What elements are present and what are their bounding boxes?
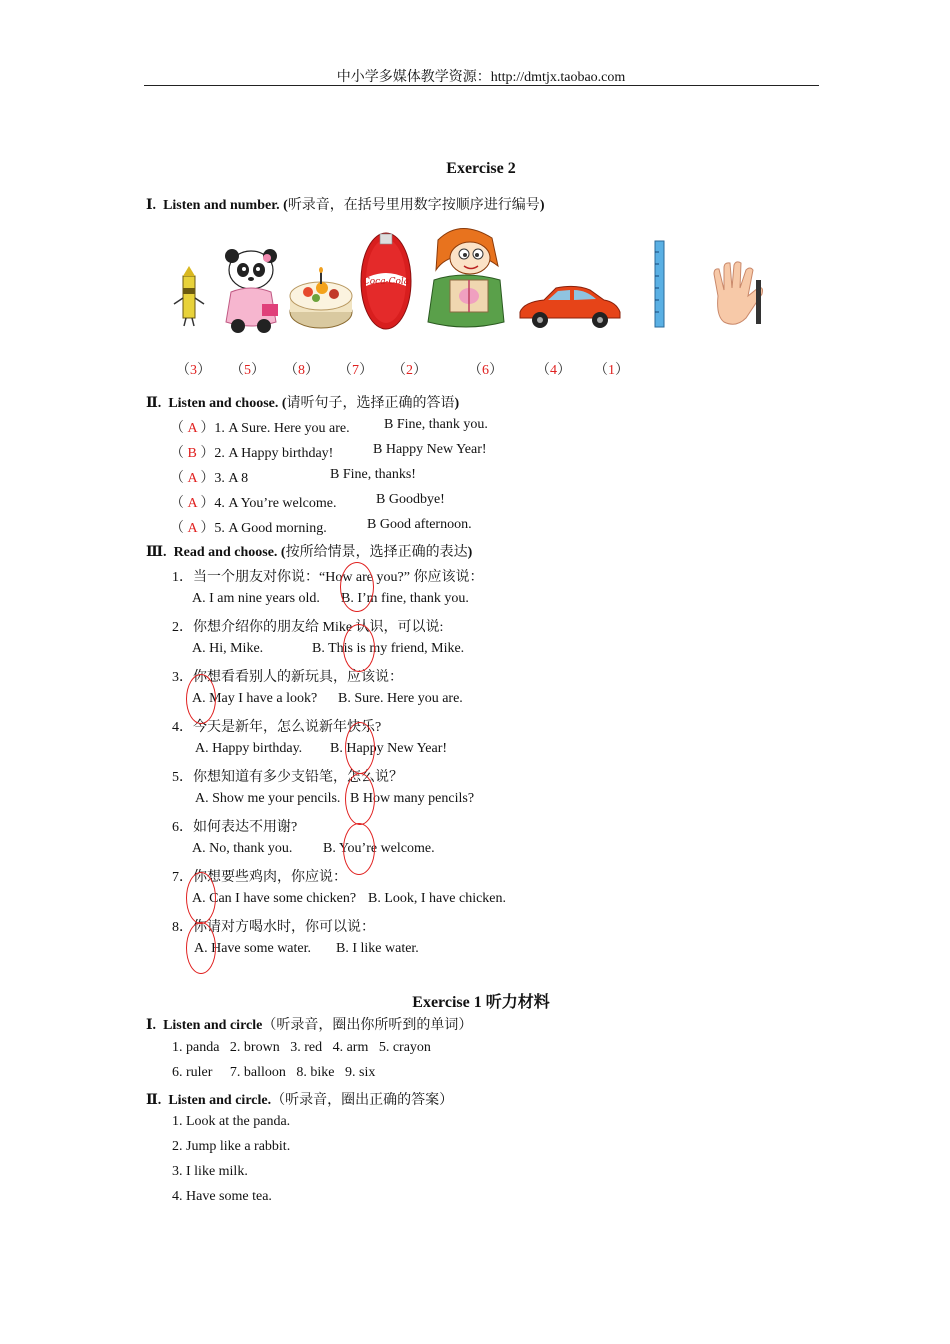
header-divider — [144, 85, 819, 86]
option-b: B Happy New Year! — [373, 442, 487, 457]
part2-number: Ⅱ. — [146, 396, 162, 411]
question-prompt: 1．当一个朋友对你说：“How are you?” 你应该说： — [172, 570, 484, 585]
svg-text:Coca-Cola: Coca-Cola — [362, 277, 410, 287]
option-b: B Goodbye! — [376, 492, 445, 507]
ex1-part2-instruction-en: Listen and circle. — [168, 1093, 272, 1108]
close-paren: ） — [196, 496, 215, 511]
number-answer-slot — [468, 359, 503, 379]
option-a: A. Happy birthday. — [195, 741, 303, 756]
open-paren: （ — [170, 446, 188, 461]
part3-instruction-cn: 按所给情景，选择正确的表达 — [285, 545, 468, 560]
number-answer-slot — [536, 359, 571, 379]
answer-number: 2 — [406, 363, 413, 378]
part1-instruction-en: Listen and number. ( — [163, 198, 288, 213]
answer-number: 4 — [550, 363, 557, 378]
number-answer-slot — [230, 359, 265, 379]
option-a: A. No, thank you. — [192, 841, 293, 856]
ex1-part2-heading — [146, 1089, 453, 1109]
choice-row — [170, 517, 327, 537]
number-answer-slot — [176, 359, 211, 379]
ex1-part1-instruction-en: Listen and circle — [163, 1018, 263, 1033]
open-paren: （ — [176, 363, 190, 378]
open-paren: （ — [170, 496, 188, 511]
open-paren: （ — [594, 363, 608, 378]
part2-heading — [146, 392, 459, 412]
part3-instruction-en: Read and choose. ( — [173, 545, 286, 560]
close-paren: ） — [413, 363, 427, 378]
close-paren: ） — [615, 363, 629, 378]
ex1-word-list-2: 6. ruler 7. balloon 8. bike 9. six — [172, 1065, 376, 1080]
option-a: 1. A Sure. Here you are. — [214, 421, 350, 436]
choice-answer: B — [187, 446, 197, 461]
choice-answer: A — [187, 421, 197, 436]
option-b: B Good afternoon. — [367, 517, 472, 532]
page-header: 中小学多媒体教学资源：http://dmtjx.taobao.com — [336, 70, 626, 85]
number-answer-slot — [392, 359, 427, 379]
close-paren: ） — [196, 471, 215, 486]
question-prompt: 5．你想知道有多少支铅笔，怎么说？ — [172, 770, 403, 785]
option-b: B. I like water. — [336, 941, 419, 956]
number-answer-slot — [338, 359, 373, 379]
open-paren: （ — [338, 363, 352, 378]
sentence-line: 4. Have some tea. — [172, 1189, 272, 1204]
option-b: B. Sure. Here you are. — [338, 691, 463, 706]
answer-circle — [345, 722, 375, 774]
open-paren: （ — [392, 363, 406, 378]
option-b: B. You’re welcome. — [323, 841, 435, 856]
close-paren: ） — [305, 363, 319, 378]
question-prompt: 4．今天是新年，怎么说新年快乐? — [172, 720, 382, 735]
ex1-part2-instruction-cn: （听录音，圈出正确的答案） — [271, 1093, 454, 1108]
cola-icon — [360, 232, 412, 330]
choice-row — [170, 492, 336, 512]
answer-circle — [345, 773, 375, 825]
close-paren: ） — [359, 363, 373, 378]
close-paren: ） — [196, 421, 215, 436]
choice-answer: A — [187, 496, 197, 511]
open-paren: （ — [536, 363, 550, 378]
part1-number: Ⅰ. — [146, 198, 157, 213]
part2-instruction-cn: 请听句子，选择正确的答语 — [286, 396, 455, 411]
option-b: B. I’m fine, thank you. — [341, 591, 469, 606]
ex1-part1-instruction-cn: （听录音，圈出你所听到的单词） — [262, 1018, 473, 1033]
open-paren: （ — [170, 471, 188, 486]
part2-instruction-en: Listen and choose. ( — [168, 396, 287, 411]
choice-row — [170, 417, 350, 437]
girl-with-gift-icon — [420, 222, 510, 332]
ex1-part1-number: Ⅰ. — [146, 1018, 157, 1033]
close-paren: ） — [489, 363, 503, 378]
option-b: B. Look, I have chicken. — [368, 891, 507, 906]
close-paren: ） — [196, 521, 215, 536]
open-paren: （ — [284, 363, 298, 378]
answer-number: 8 — [298, 363, 305, 378]
part1-instruction-cn: 听录音，在括号里用数字按顺序进行编号 — [287, 198, 540, 213]
sentence-line: 1. Look at the panda. — [172, 1114, 291, 1129]
option-b: B Fine, thank you. — [384, 417, 488, 432]
close-paren: ） — [251, 363, 265, 378]
option-a: 5. A Good morning. — [214, 521, 327, 536]
option-b: B How many pencils? — [350, 791, 475, 806]
panda-icon — [218, 248, 284, 332]
sentence-line: 2. Jump like a rabbit. — [172, 1139, 291, 1154]
ex1-part1-heading — [146, 1014, 472, 1034]
question-prompt: 7．你想要些鸡肉，你应说： — [172, 870, 347, 885]
close-paren: ） — [197, 363, 211, 378]
ex1-word-list-1: 1. panda 2. brown 3. red 4. arm 5. crayon — [172, 1040, 431, 1055]
part3-close: ) — [467, 545, 473, 560]
answer-circle — [186, 872, 216, 924]
question-prompt: 2．你想介绍你的朋友给 Mike 认识，可以说: — [172, 620, 444, 635]
option-b: B. This is my friend, Mike. — [312, 641, 465, 656]
open-paren: （ — [230, 363, 244, 378]
part3-heading — [146, 541, 472, 561]
option-a: 2. A Happy birthday! — [214, 446, 334, 461]
option-b: B Fine, thanks! — [330, 467, 416, 482]
answer-circle — [186, 674, 216, 724]
question-prompt: 8．你请对方喝水时，你可以说： — [172, 920, 375, 935]
answer-number: 7 — [352, 363, 359, 378]
number-answer-slot — [284, 359, 319, 379]
option-b: B. Happy New Year! — [330, 741, 448, 756]
exercise2-title: Exercise 2 — [446, 160, 516, 177]
answer-circle — [186, 922, 216, 974]
ex1-part2-number: Ⅱ. — [146, 1093, 162, 1108]
open-paren: （ — [468, 363, 482, 378]
hand-icon — [704, 262, 770, 330]
part1-close: ) — [539, 198, 545, 213]
question-prompt: 3．你想看看别人的新玩具，应该说： — [172, 670, 403, 685]
answer-circle — [340, 562, 374, 612]
answer-circle — [343, 624, 375, 672]
close-paren: ） — [196, 446, 215, 461]
part3-number: Ⅲ. — [146, 545, 167, 560]
open-paren: （ — [170, 421, 188, 436]
choice-row — [170, 442, 333, 462]
close-paren: ） — [557, 363, 571, 378]
option-a: A. Hi, Mike. — [192, 641, 264, 656]
number-answer-slot — [594, 359, 629, 379]
exercise1-title: Exercise 1 听力材料 — [412, 994, 550, 1011]
part2-close: ) — [454, 396, 460, 411]
choice-answer: A — [187, 521, 197, 536]
answer-number: 1 — [608, 363, 615, 378]
crayon-icon — [172, 266, 206, 328]
option-a: A. I am nine years old. — [192, 591, 320, 606]
choice-answer: A — [187, 471, 197, 486]
car-icon — [516, 284, 622, 330]
answer-number: 5 — [244, 363, 251, 378]
part1-heading — [146, 194, 544, 214]
option-a: 4. A You’re welcome. — [214, 496, 337, 511]
option-a: A. Have some water. — [194, 941, 312, 956]
answer-number: 3 — [190, 363, 197, 378]
choice-row — [170, 467, 248, 487]
option-a: 3. A 8 — [214, 471, 249, 486]
cake-icon — [288, 266, 354, 332]
option-a: A. May I have a look? — [192, 691, 318, 706]
option-a: A. Show me your pencils. — [195, 791, 341, 806]
answer-number: 6 — [482, 363, 489, 378]
answer-circle — [343, 823, 375, 875]
open-paren: （ — [170, 521, 188, 536]
option-a: A. Can I have some chicken? — [192, 891, 357, 906]
question-prompt: 6．如何表达不用谢? — [172, 820, 298, 835]
sentence-line: 3. I like milk. — [172, 1164, 248, 1179]
ruler-icon — [654, 240, 666, 328]
